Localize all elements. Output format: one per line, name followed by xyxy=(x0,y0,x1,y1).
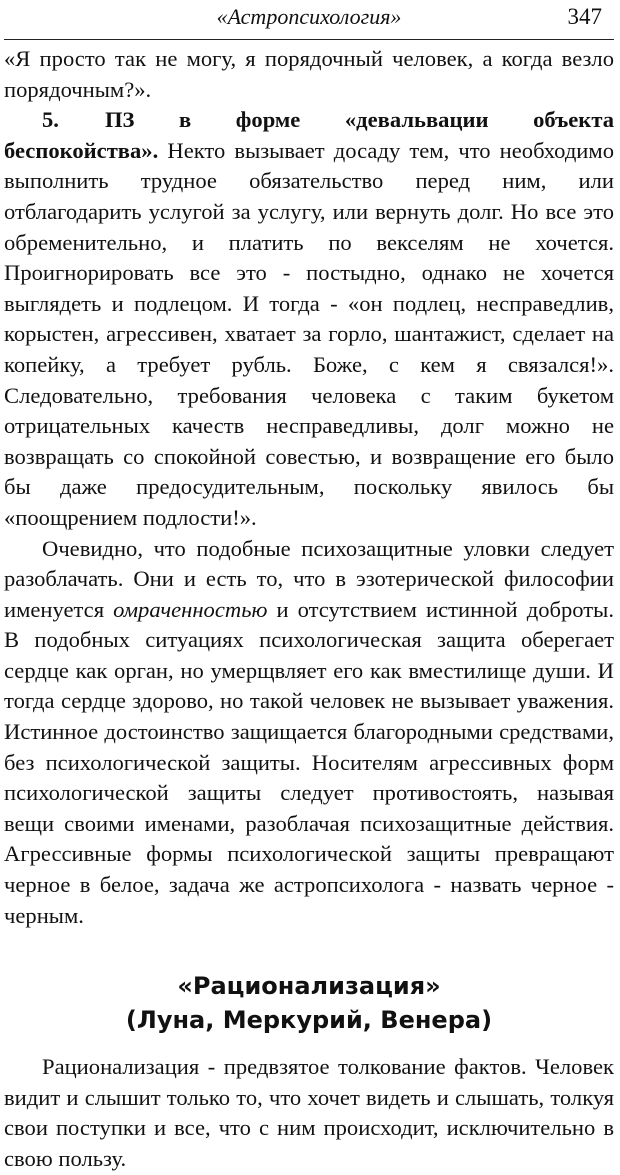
paragraph-rationalization: Рационализация - предвзятое толкование фактов. Человек видит и слышит только то, что хочет видеть и слышать, толкуя свои поступки и все, что с ним происходит, исключительно в свою пользу. xyxy=(4,1054,614,1171)
item-lead: ПЗ в форме «девальвации объекта беспокойства». xyxy=(4,107,614,163)
running-title: «Астропсихология» xyxy=(216,4,402,29)
item-text: Некто вызывает досаду тем, что необходимо выполнить трудное обязательство перед ним, или отблагодарить услугой за услугу, или вернуть долг. Но все это обременительно, и платить по векселям не хочется. Проигнорировать все это - постыдно, однако не хочется выглядеть и подлецом. И тогда - «он подлец, несправедлив, корыстен, агрессивен, хватает за горло, шантажист, сделает на копейку, а требует рубль. Боже, с кем я связался!». Следовательно, требования человека с таким букетом отрицательных качеств несправедливы, долг можно не возвращать со спокойной совестью, и возвращение его было бы даже предосудительным, поскольку явилось бы «поощрением подлости!». xyxy=(4,137,614,530)
paragraph-text-a: Очевидно, что подобные психозащитные уловки следует разоблачать. Они и есть то, что в эзотерической философии именуется xyxy=(4,535,614,622)
emphasized-term: омраченностью xyxy=(113,596,268,622)
paragraph-conclusion xyxy=(4,534,614,932)
running-header xyxy=(4,0,614,40)
section-heading xyxy=(4,969,614,1037)
paragraph-text-b: и отсутствием истинной доброты. В подобных ситуациях психологическая защита оберегает сердце как орган, но умерщвляет его как вместилище души. И тогда сердце здорово, но такой человек не вызывает уважения. Истинное достоинство защищается благородными средствами, без психологической защиты. Носителям агрессивных форм психологической защиты следует противостоять, называя вещи своими именами, разоблачая психозащитные действия. Агрессивные формы психологической защиты превращают черное в белое, задача же астропсихолога - назвать черное - черным. xyxy=(4,596,614,928)
paragraph-numbered-5 xyxy=(4,105,614,533)
body-text xyxy=(4,44,614,931)
section-heading-subtitle: (Луна, Меркурий, Венера) xyxy=(125,1006,493,1035)
item-number: 5. xyxy=(42,107,59,133)
page-number: 347 xyxy=(567,4,602,29)
paragraph-quote: «Я просто так не могу, я порядочный человек, а когда везло порядочным?». xyxy=(4,46,614,102)
section-body xyxy=(4,1052,614,1174)
section-heading-title: «Рационализация» xyxy=(177,972,441,1001)
